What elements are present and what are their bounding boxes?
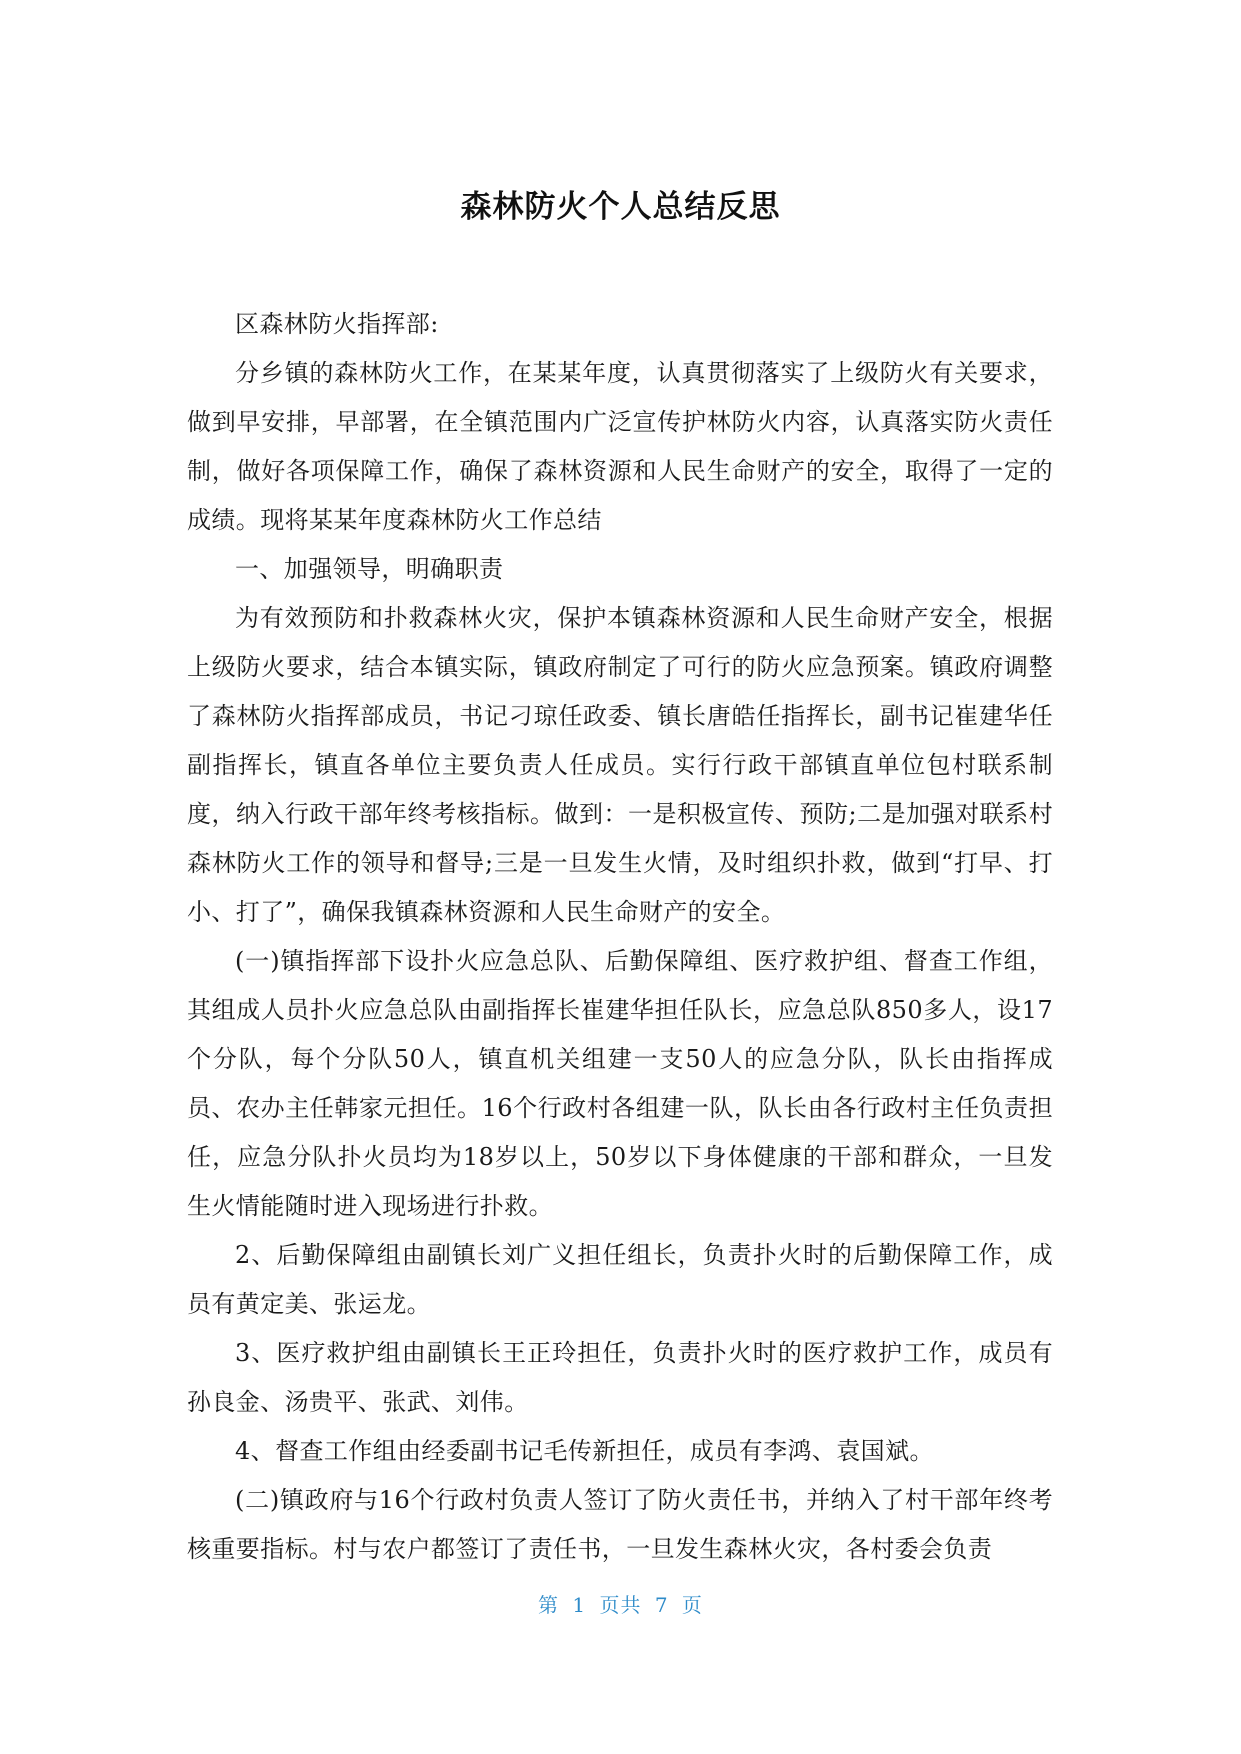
paragraph-command-structure: (一)镇指挥部下设扑火应急总队、后勤保障组、医疗救护组、督查工作组，其组成人员扑火应急总队由副指挥长崔建华担任队长，应急总队850多人，设17个分队，每个分队50人，镇直机关组建一支50人的应急分队，队长由指挥成员、农办主任韩家元担任。16个行政村各组建一队，队长由各行政村主任负责担任，应急分队扑火员均为18岁以上，50岁以下身体健康的干部和群众，一旦发生火情能随时进入现场进行扑救。 bbox=[187, 947, 1053, 1220]
document-body bbox=[187, 300, 1053, 1574]
page-number-footer: 第 1 页共 7 页 bbox=[538, 1593, 703, 1617]
paragraph-leadership: 为有效预防和扑救森林火灾，保护本镇森林资源和人民生命财产安全，根据上级防火要求，结合本镇实际，镇政府制定了可行的防火应急预案。镇政府调整了森林防火指挥部成员，书记刁琼任政委、镇长唐皓任指挥长，副书记崔建华任副指挥长，镇直各单位主要负责人任成员。实行行政干部镇直单位包村联系制度，纳入行政干部年终考核指标。做到：一是积极宣传、预防;二是加强对联系村森林防火工作的领导和督导;三是一旦发生火情，及时组织扑救，做到“打早、打小、打了”，确保我镇森林资源和人民生命财产的安全。 bbox=[187, 604, 1053, 926]
paragraph-responsibility: (二)镇政府与16个行政村负责人签订了防火责任书，并纳入了村干部年终考核重要指标。村与农户都签订了责任书，一旦发生森林火灾，各村委会负责 bbox=[187, 1486, 1053, 1563]
document-title: 森林防火个人总结反思 bbox=[460, 189, 781, 225]
paragraph-intro: 分乡镇的森林防火工作，在某某年度，认真贯彻落实了上级防火有关要求，做到早安排，早部署，在全镇范围内广泛宣传护林防火内容，认真落实防火责任制，做好各项保障工作，确保了森林资源和人民生命财产的安全，取得了一定的成绩。现将某某年度森林防火工作总结 bbox=[187, 359, 1053, 534]
section-heading-1: 一、加强领导，明确职责 bbox=[235, 555, 504, 583]
paragraph-salutation: 区森林防火指挥部: bbox=[235, 310, 439, 338]
paragraph-inspection-group: 4、督查工作组由经委副书记毛传新担任，成员有李鸿、袁国斌。 bbox=[235, 1437, 934, 1465]
paragraph-logistics-group: 2、后勤保障组由副镇长刘广义担任组长，负责扑火时的后勤保障工作，成员有黄定美、张运龙。 bbox=[187, 1241, 1053, 1318]
paragraph-medical-group: 3、医疗救护组由副镇长王正玲担任，负责扑火时的医疗救护工作，成员有孙良金、汤贵平、张武、刘伟。 bbox=[187, 1339, 1053, 1416]
